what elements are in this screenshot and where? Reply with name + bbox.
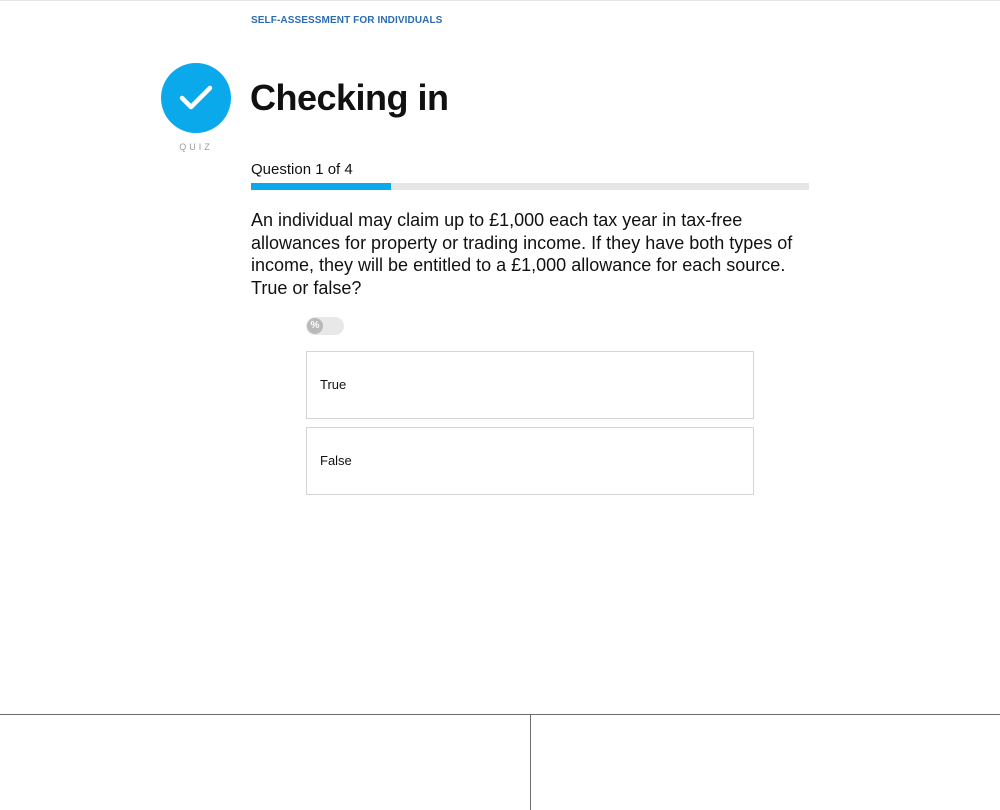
footer-previous-area[interactable] [0,715,530,810]
progress-bar [251,183,809,190]
question-text: An individual may claim up to £1,000 each tax year in tax-free allowances for property or trading income. If they have both types of income, they will be entitled to a £1,000 allowance for each source. True or false? [251,210,793,298]
quiz-badge [161,63,231,133]
footer-next-area[interactable] [531,715,1000,810]
answer-option-true[interactable] [306,351,754,419]
answer-option-label: False [320,453,352,468]
top-divider [0,0,1000,1]
percentage-toggle[interactable] [306,317,344,335]
progress-bar-fill [251,183,391,190]
answer-option-false[interactable] [306,427,754,495]
question-counter: Question 1 of 4 [251,161,353,178]
page-title: Checking in [250,77,449,118]
quiz-badge-label: QUIZ [179,142,213,152]
breadcrumb-course-link[interactable]: SELF-ASSESSMENT FOR INDIVIDUALS [251,15,443,26]
checkmark-icon [179,85,213,111]
answer-option-label: True [320,377,347,392]
percent-icon: % [307,318,323,334]
